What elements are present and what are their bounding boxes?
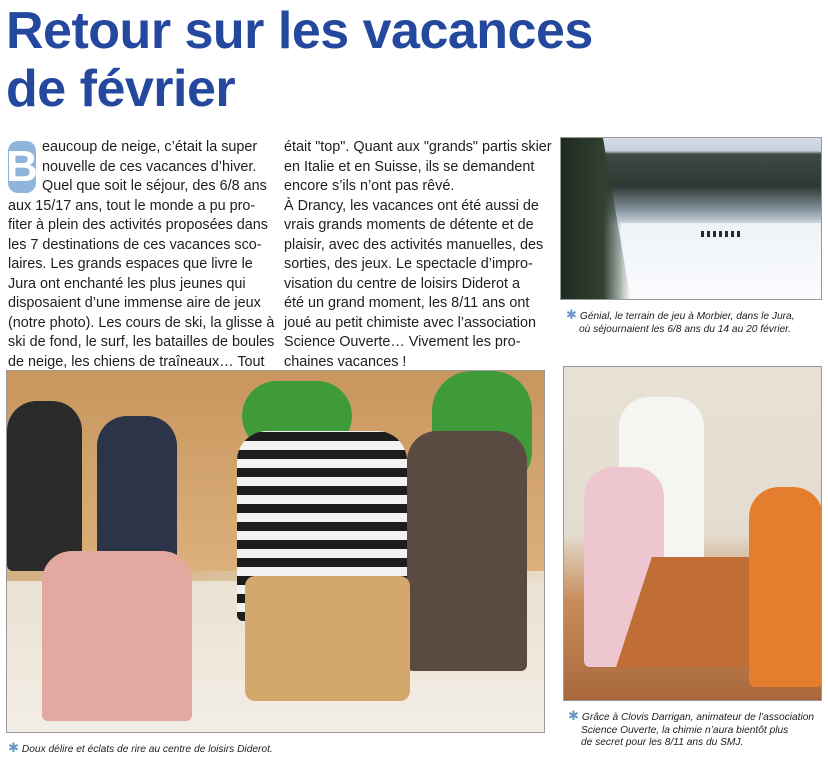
headline: [6, 2, 706, 118]
text-line: laires. Les grands espaces que livre le: [8, 256, 253, 272]
text-line: Science Ouverte… Vivement les pro-: [284, 334, 521, 350]
text-line: encore s’ils n’ont pas rêvé.: [284, 178, 455, 194]
child-figure: [42, 551, 192, 721]
text-line: joué au petit chimiste avec l’association: [284, 314, 536, 331]
text-line: nouvelle de ces vacances d’hiver.: [42, 158, 257, 175]
text-line: disposaient d’une immense aire de jeux: [8, 295, 261, 311]
text-line: (notre photo). Les cours de ski, la glisse à: [8, 314, 275, 331]
text-line: visation du centre de loisirs Diderot a: [284, 275, 520, 292]
caption-kids-line-1: Doux délire et éclats de rire au centre de loisirs Diderot.: [21, 744, 273, 755]
caption-snow: [566, 309, 824, 336]
text-line: chaines vacances !: [284, 353, 407, 370]
caption-snow-line-1: Génial, le terrain de jeu à Morbier, dans le Jura,: [579, 311, 795, 322]
child-figure: [407, 431, 527, 671]
text-line: vrais grands moments de détente et de: [284, 217, 534, 233]
article-column-1: [6, 138, 275, 372]
text-line: Jura ont enchanté les plus jeunes qui: [8, 275, 246, 292]
text-line: eaucoup de neige, c’était la super: [42, 139, 258, 155]
child-figure: [97, 416, 177, 566]
text-line: plaisir, avec des activités manuelles, des: [284, 236, 544, 253]
text-line: été un grand moment, les 8/11 ans ont: [284, 295, 530, 311]
photo-kids-diderot: [6, 370, 545, 733]
caption-star-icon: ✱: [568, 708, 579, 723]
photo-snow-jura: [560, 137, 822, 300]
headline-line-2: de février: [6, 60, 236, 118]
text-line: en Italie et en Suisse, ils se demandent: [284, 158, 535, 175]
text-line: les 7 destinations de ces vacances sco-: [8, 236, 262, 253]
caption-lab-line-1: Grâce à Clovis Darrigan, animateur de l’association: [581, 712, 815, 723]
article-column-2: [284, 138, 552, 372]
caption-star-icon: ✱: [8, 740, 19, 755]
caption-lab-line-3: de secret pour les 8/11 ans du SMJ.: [581, 737, 744, 748]
distant-people: [701, 231, 741, 237]
text-line: de neige, les chiens de traîneaux… Tout: [8, 353, 265, 370]
child-figure: [749, 487, 822, 687]
dropcap-paragraph: [8, 138, 270, 197]
headline-line-1: Retour sur les vacances: [6, 2, 593, 60]
text-line: ski de fond, le surf, les batailles de boules: [8, 334, 275, 350]
dropcap-lines: [42, 138, 267, 197]
caption-snow-line-2: où séjournaient les 6/8 ans du 14 au 20 février.: [579, 323, 792, 335]
caption-lab: [568, 710, 824, 750]
caption-kids: [8, 742, 548, 757]
caption-lab-line-2: Science Ouverte, la chimie n’aura bientôt plus: [581, 724, 789, 736]
photo-chemistry-lab: [563, 366, 822, 701]
dropcap-letter: B: [6, 142, 38, 191]
cable-reel-table: [245, 576, 410, 701]
fir-tree: [561, 138, 631, 300]
text-line: sorties, des jeux. Le spectacle d’impro-: [284, 256, 533, 272]
text-line: était "top". Quant aux "grands" partis skier: [284, 139, 552, 155]
text-line: Quel que soit le séjour, des 6/8 ans: [42, 178, 267, 194]
text-line: À Drancy, les vacances ont été aussi de: [284, 197, 539, 214]
text-line: aux 15/17 ans, tout le monde a pu pro-: [8, 197, 256, 214]
text-line: fiter à plein des activités proposées dans: [8, 217, 268, 233]
caption-star-icon: ✱: [566, 307, 577, 322]
adult-figure: [7, 401, 82, 571]
